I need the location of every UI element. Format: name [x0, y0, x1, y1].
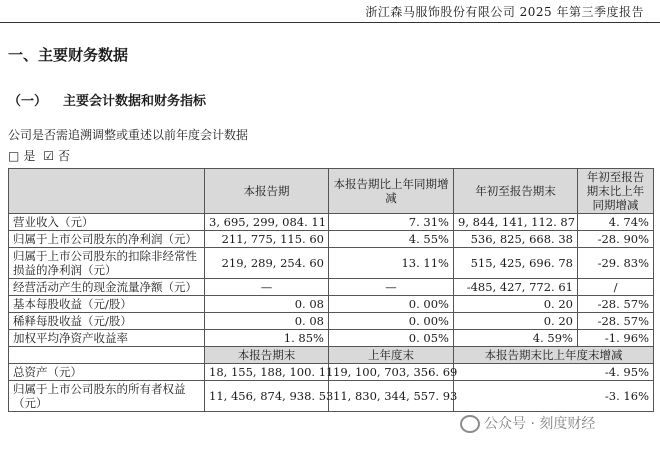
table-cell: -28. 57% — [578, 296, 654, 313]
header-cell: 年初至报告期末 — [454, 169, 578, 214]
table-cell: -28. 90% — [578, 231, 654, 248]
table-cell: 3, 695, 299, 084. 11 — [205, 214, 329, 231]
table-row — [9, 330, 654, 347]
table-cell: -29. 83% — [578, 248, 654, 279]
table-row — [9, 296, 654, 313]
financial-indicators-table — [8, 168, 654, 412]
watermark — [460, 413, 595, 433]
table-cell: 211, 775, 115. 60 — [205, 231, 329, 248]
row-label: 归属于上市公司股东的净利润（元） — [9, 231, 205, 248]
header-cell: 年初至报告期末比上年同期增减 — [578, 169, 654, 214]
row-label: 稀释每股收益（元/股） — [9, 313, 205, 330]
row-label: 经营活动产生的现金流量净额（元） — [9, 279, 205, 296]
table-cell: 515, 425, 696. 78 — [454, 248, 578, 279]
table-cell: 0. 08 — [205, 296, 329, 313]
table-cell: 0. 00% — [329, 296, 454, 313]
row-label: 加权平均净资产收益率 — [9, 330, 205, 347]
table-header-row — [9, 169, 654, 214]
subsection-label: 主要会计数据和财务指标 — [63, 94, 207, 109]
table-row — [9, 313, 654, 330]
table-cell: -3. 16% — [454, 381, 654, 412]
restatement-question: 公司是否需追溯调整或重述以前年度会计数据 — [8, 128, 249, 142]
table-cell: 13. 11% — [329, 248, 454, 279]
checkbox-yes: □ — [8, 149, 20, 163]
table-row — [9, 214, 654, 231]
section-title-financial-data: 一、主要财务数据 — [8, 46, 129, 64]
row-label: 归属于上市公司股东的扣除非经常性损益的净利润（元） — [9, 248, 205, 279]
table-cell: 11, 456, 874, 938. 53 — [205, 381, 329, 412]
table-cell: — — [205, 279, 329, 296]
table-cell: 4. 74% — [578, 214, 654, 231]
table-cell: 4. 55% — [329, 231, 454, 248]
header-cell — [9, 347, 205, 364]
table-cell: / — [578, 279, 654, 296]
table-cell: -4. 95% — [454, 364, 654, 381]
table-cell: 9, 844, 141, 112. 87 — [454, 214, 578, 231]
table-row — [9, 279, 654, 296]
watermark-text: 公众号 · 刻度财经 — [484, 416, 596, 432]
wechat-icon — [460, 415, 480, 433]
restatement-choice — [8, 147, 74, 164]
subsection-number: （一） — [8, 94, 48, 109]
report-header — [0, 0, 660, 23]
row-label: 营业收入（元） — [9, 214, 205, 231]
table-row — [9, 381, 654, 412]
row-label: 归属于上市公司股东的所有者权益（元） — [9, 381, 205, 412]
header-cell: 本报告期末比上年度末增减 — [454, 347, 654, 364]
table-row — [9, 231, 654, 248]
table-cell: 0. 00% — [329, 313, 454, 330]
table-header-row-2 — [9, 347, 654, 364]
report-title: 浙江森马服饰股份有限公司 2025 年第三季度报告 — [365, 5, 644, 19]
table-cell: 0. 05% — [329, 330, 454, 347]
table-row — [9, 364, 654, 381]
table-cell: 0. 20 — [454, 296, 578, 313]
header-cell: 本报告期比上年同期增减 — [329, 169, 454, 214]
table-cell: 19, 100, 703, 356. 69 — [329, 364, 454, 381]
table-cell: -28. 57% — [578, 313, 654, 330]
table-cell: -1. 96% — [578, 330, 654, 347]
table-cell: 4. 59% — [454, 330, 578, 347]
row-label: 基本每股收益（元/股） — [9, 296, 205, 313]
choice-yes-label: 是 — [23, 149, 36, 163]
subsection-title — [8, 90, 206, 109]
row-label: 总资产（元） — [9, 364, 205, 381]
checkbox-no: ☑ — [43, 149, 54, 163]
table-cell: — — [329, 279, 454, 296]
table-cell: 11, 830, 344, 557. 93 — [329, 381, 454, 412]
table-cell: -485, 427, 772. 61 — [454, 279, 578, 296]
header-cell: 本报告期末 — [205, 347, 329, 364]
table-cell: 1. 85% — [205, 330, 329, 347]
table-row — [9, 248, 654, 279]
table-cell: 536, 825, 668. 38 — [454, 231, 578, 248]
table-cell: 7. 31% — [329, 214, 454, 231]
choice-no-label: 否 — [57, 149, 70, 163]
table-cell: 0. 08 — [205, 313, 329, 330]
header-cell — [9, 169, 205, 214]
table-cell: 219, 289, 254. 60 — [205, 248, 329, 279]
header-cell: 上年度末 — [329, 347, 454, 364]
table-cell: 18, 155, 188, 100. 11 — [205, 364, 329, 381]
table-cell: 0. 20 — [454, 313, 578, 330]
header-cell: 本报告期 — [205, 169, 329, 214]
